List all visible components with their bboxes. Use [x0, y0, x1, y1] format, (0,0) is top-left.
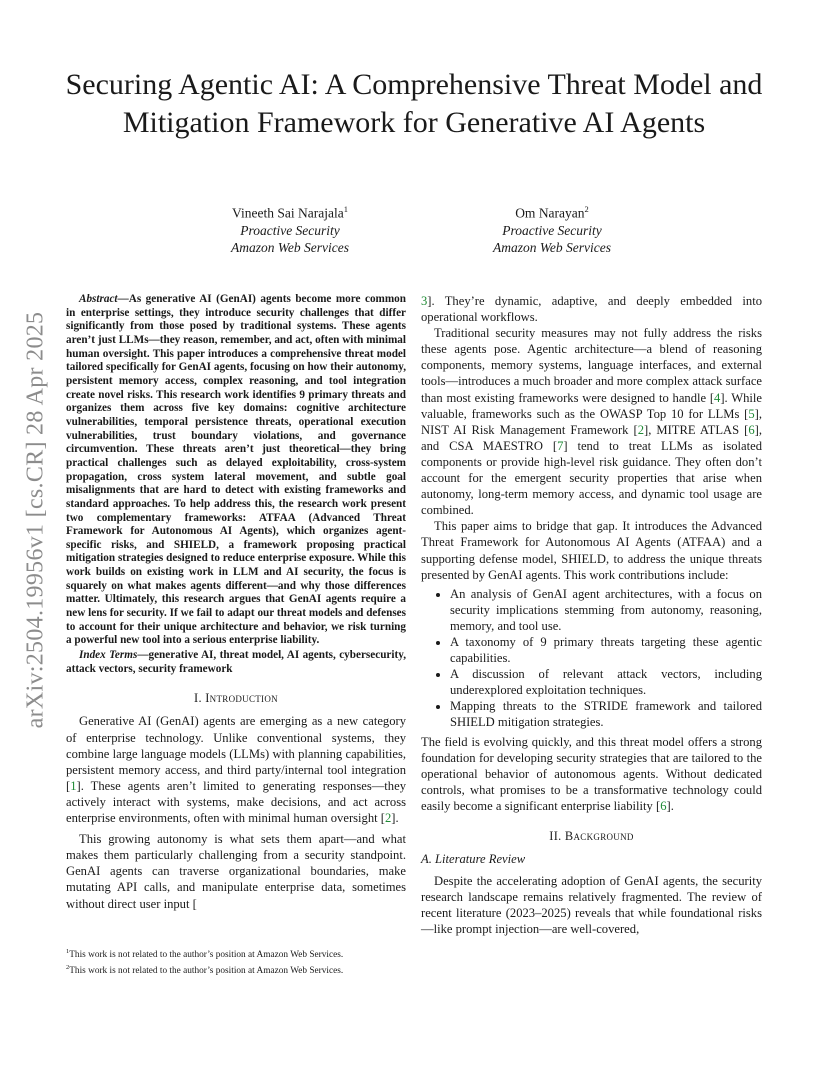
index-terms-text: —generative AI, threat model, AI agents, cybersecurity, attack vectors, security framework — [66, 649, 406, 675]
abstract-text: —As generative AI (GenAI) agents become more common in enterprise settings, they introduce security challenges that differ significantly from those posed by traditional systems. These agents aren’t just LLMs—they reason, remember, and act, often with minimal human oversight. This paper introduces a comprehensive threat model tailored specifically for GenAI agents, focusing on how their autonomy, persistent memory access, complex reasoning, and tool integration create novel risks. This research work identifies 9 primary threats and organizes them across five key domains: cognitive architecture vulnerabilities, temporal persistence threats, operational execution vulnerabilities, trust boundary violations, and governance circumvention. These threats aren’t just theoretical—they bring practical challenges such as delayed exploitability, cross-system propagation, cross system lateral movement, and subtle goal misalignments that are hard to detect with existing frameworks and standard approaches. To help address this, the research work present two complementary frameworks: ATFAA (Advanced Threat Framework for Autonomous AI Agents), which organizes agent-specific risks, and SHIELD, a framework proposing practical mitigation strategies designed to reduce enterprise exposure. While this work builds on existing work in LLM and AI security, the focus is squarely on what makes agents different—and why those differences matter. Ultimately, this research argues that GenAI agents require a new lens for security. If we fail to adapt our threat models and defenses to account for their unique architecture and behavior, we risk turning a powerful new tool into a serious enterprise liability. — [66, 293, 406, 647]
section-heading-introduction: I. Introduction — [194, 691, 278, 706]
footnote-text: This work is not related to the author’s position at Amazon Web Services. — [69, 965, 344, 976]
author-department: Proactive Security — [502, 222, 602, 238]
subsection-heading-literature-review: A. Literature Review — [421, 852, 526, 867]
text-run: This growing autonomy is what sets them apart—and what makes them particularly challenging from a security standpoint. GenAI agents can traverse organizational boundaries, make mutating API calls, and manipulate enterprise data, sometimes without direct user input [ — [66, 832, 406, 911]
footnote-mark: 1 — [66, 948, 70, 955]
abstract — [66, 293, 406, 648]
author-organization: Amazon Web Services — [231, 239, 349, 255]
text-run: Generative AI (GenAI) agents are emerging as a new category of enterprise technology. Unlike conventional systems, they combine large language models (LLMs) with planning capabilities, persistent memory access, and third party/internal tool integration [ — [66, 714, 406, 793]
citation-link[interactable]: 7 — [557, 438, 564, 453]
footnotes — [66, 946, 411, 977]
text-run: ] tend to treat LLMs as isolated components or provide high-level risk guidance. They often don’t account for the emergent security properties that arise when autonomy, long-term memory access, and dynamic tool usage are combined. — [421, 438, 762, 518]
list-item: • Mapping threats to the STRIDE framework and tailored SHIELD mitigation strategies. — [450, 698, 762, 730]
text-run: The field is evolving quickly, and this threat model offers a strong foundation for developing security strategies that are tailored to the operational behavior of autonomous agents. Without dedicated controls, what promises to be a transformative technology could easily become a significant enterprise liability [ — [421, 734, 762, 813]
citation-link[interactable]: 2 — [637, 422, 644, 437]
list-item: • An analysis of GenAI agent architectures, with a focus on security implications stemming from autonomy, reasoning, memory, and tool use. — [450, 586, 762, 634]
index-terms — [66, 649, 406, 676]
list-item: • A discussion of relevant attack vectors, including underexplored exploitation techniques. — [450, 666, 762, 698]
author-footnote-mark: 2 — [584, 204, 589, 214]
index-terms-lead: Index Terms — [79, 649, 138, 662]
citation-link[interactable]: 3 — [421, 294, 428, 308]
text-run: ]. These agents aren’t limited to generating responses—they actively interact with systems, make decisions, and act across enterprise environments, often with minimal human oversight [ — [66, 778, 406, 826]
footnote-text: This work is not related to the author’s position at Amazon Web Services. — [69, 950, 344, 961]
list-item: • A taxonomy of 9 primary threats targeting these agentic capabilities. — [450, 634, 762, 666]
right-column — [421, 293, 762, 938]
author-name — [432, 201, 672, 222]
text-run: ]. They’re dynamic, adaptive, and deeply embedded into operational workflows. — [421, 294, 762, 325]
citation-link[interactable]: 2 — [384, 811, 392, 826]
author-organization: Amazon Web Services — [493, 239, 611, 255]
intro-paragraph-5 — [421, 734, 762, 814]
footnote-2 — [66, 962, 411, 978]
left-column — [66, 293, 406, 912]
author-name — [170, 201, 410, 222]
contributions-list — [421, 586, 762, 731]
citation-link[interactable]: 4 — [714, 390, 721, 405]
background-paragraph-1: Despite the accelerating adoption of GenAI agents, the security research landscape remains relatively fragmented. The review of recent literature (2023–2025) reveals that while foundational risks—like prompt injection—are well-covered, — [421, 874, 762, 937]
text-run: Traditional security measures may not fully address the risks these agents pose. Agentic architecture—a blend of reasoning components, memory systems, language interfaces, and external tools—introduces a much broader and more complex attack surface than most existing frameworks were designed to handle [ — [421, 326, 762, 405]
citation-link[interactable]: 6 — [748, 422, 755, 437]
arxiv-identifier-text: arXiv:2504.19956v1 [cs.CR] 28 Apr 2025 — [22, 311, 49, 729]
intro-paragraph-2 — [66, 831, 406, 911]
author-block-1 — [170, 201, 410, 256]
text-run: ]. While valuable, frameworks such as the OWASP Top 10 for LLMs [ — [421, 390, 762, 421]
citation-link[interactable]: 5 — [748, 406, 755, 421]
text-run: ], and CSA MAESTRO [ — [421, 422, 762, 453]
intro-paragraph-2-continued — [421, 293, 762, 325]
author-department: Proactive Security — [240, 222, 340, 238]
intro-paragraph-3 — [421, 325, 762, 518]
intro-paragraph-4: This paper aims to bridge that gap. It introduces the Advanced Threat Framework for Autonomous AI Agents (ATFAA) and a supporting defense model, SHIELD, to address the unique threats presented by GenAI agents. This work contributions include: — [421, 519, 762, 582]
citation-link[interactable]: 1 — [70, 778, 77, 793]
author-footnote-mark: 1 — [343, 204, 348, 214]
abstract-lead: Abstract — [79, 293, 118, 305]
footnote-mark: 2 — [66, 963, 70, 971]
paper-title: Securing Agentic AI: A Comprehensive Threat Model and Mitigation Framework for Generative AI Agents — [65, 68, 763, 139]
section-heading-background: II. Background — [549, 829, 634, 843]
text-run: ], MITRE ATLAS [ — [644, 422, 749, 437]
author-name-text: Om Narayan — [515, 205, 585, 221]
text-run: ]. — [666, 798, 674, 813]
footnote-1 — [66, 946, 411, 962]
author-name-text: Vineeth Sai Narajala — [232, 205, 344, 221]
text-run: ], NIST AI Risk Management Framework [ — [421, 406, 762, 437]
author-block-2 — [432, 201, 672, 256]
intro-paragraph-1 — [66, 713, 406, 826]
citation-link[interactable]: 6 — [660, 798, 667, 813]
text-run: ]. — [391, 811, 399, 826]
